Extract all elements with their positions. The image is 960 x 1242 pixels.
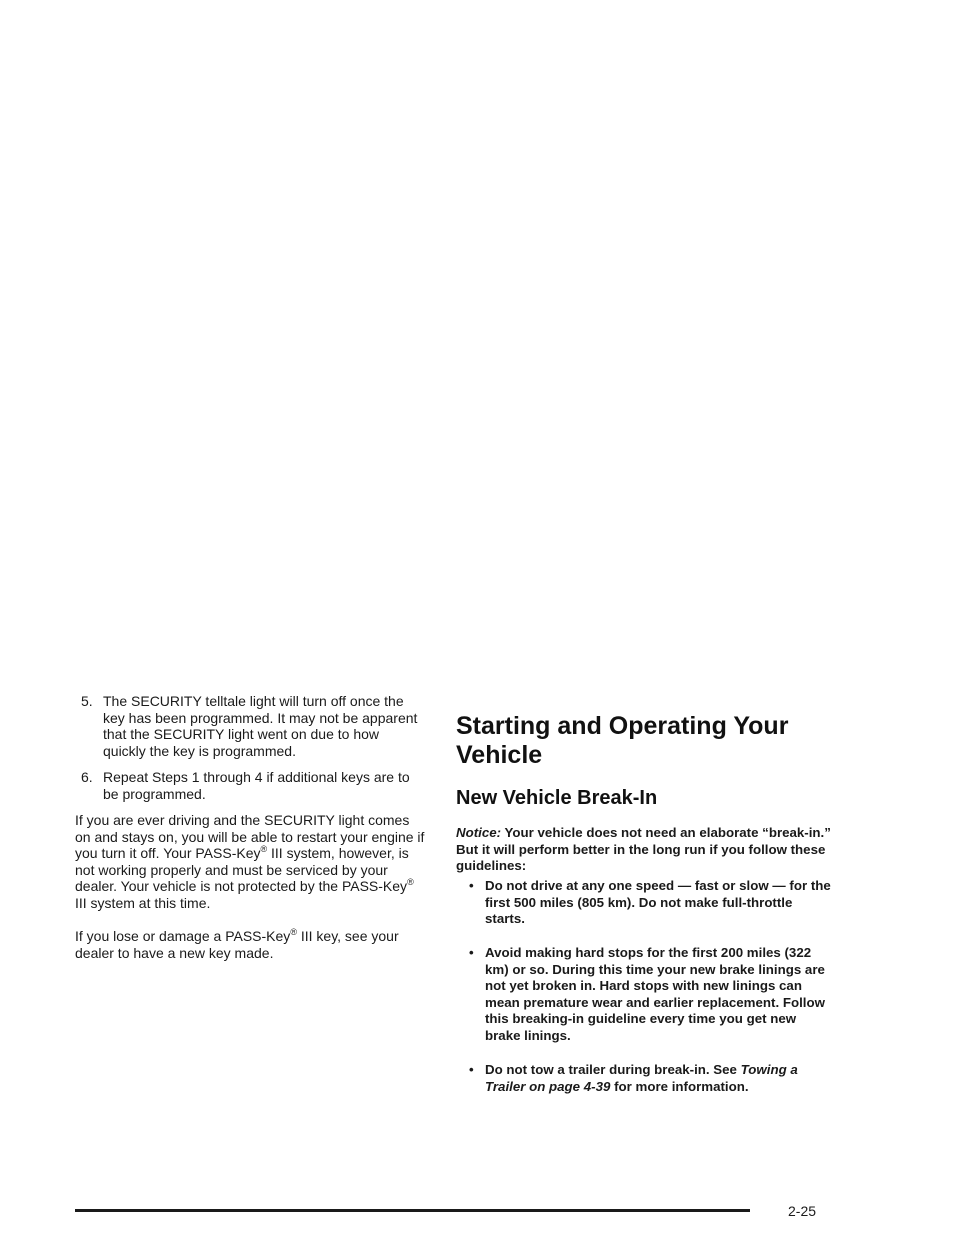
page-number: 2-25 — [788, 1203, 817, 1219]
subsection-heading: New Vehicle Break-In — [456, 787, 658, 809]
bullet-text: Do not drive at any one speed — fast or slow — for the first 500 miles (805 km). Do not make full-throttle starts. — [485, 878, 831, 927]
bullet-icon: • — [469, 878, 474, 893]
registered-mark: ® — [407, 877, 414, 888]
step-number: 5. — [81, 693, 93, 709]
notice-paragraph: Notice: Your vehicle does not need an elaborate “break-in.” But it will perform better in the long run if you follow these guidelines: — [456, 825, 831, 874]
lost-key-paragraph: If you lose or damage a PASS-Key® III key, see your dealer to have a new key made. — [75, 927, 399, 961]
step-text: Repeat Steps 1 through 4 if additional keys are to be programmed. — [103, 769, 410, 802]
bullet-icon: • — [469, 945, 474, 960]
bullet-text: Avoid making hard stops for the first 200 miles (322 km) or so. During this time your new brake linings are not yet broken in. Hard stops with new linings can mean premature wear and earlier replacement. Follow this breaking-in guideline every time you get new brake linings. — [485, 945, 825, 1043]
step-text: The SECURITY telltale light will turn off once the key has been programmed. It may not be apparent that the SECURITY light went on due to how quickly the key is programmed. — [103, 693, 418, 759]
section-heading: Starting and Operating Your Vehicle — [456, 712, 789, 769]
security-light-paragraph: If you are ever driving and the SECURITY light comes on and stays on, you will be able to restart your engine if you turn it off. Your PASS-Key® III system, however, is not working properly and must be serviced by your dealer. Your vehicle is not protected by the PASS-Key® III system at this time. — [75, 812, 425, 911]
towing-trailer-link[interactable]: Towing a Trailer on page 4-39 — [485, 1062, 798, 1094]
bullet-icon: • — [469, 1062, 474, 1077]
registered-mark: ® — [260, 844, 268, 855]
registered-mark: ® — [290, 927, 297, 937]
notice-label: Notice: — [456, 825, 502, 840]
footer-divider — [75, 1209, 750, 1212]
step-number: 6. — [81, 769, 93, 785]
bullet-text: Do not tow a trailer during break-in. See Towing a Trailer on page 4-39 for more information. — [485, 1062, 798, 1094]
